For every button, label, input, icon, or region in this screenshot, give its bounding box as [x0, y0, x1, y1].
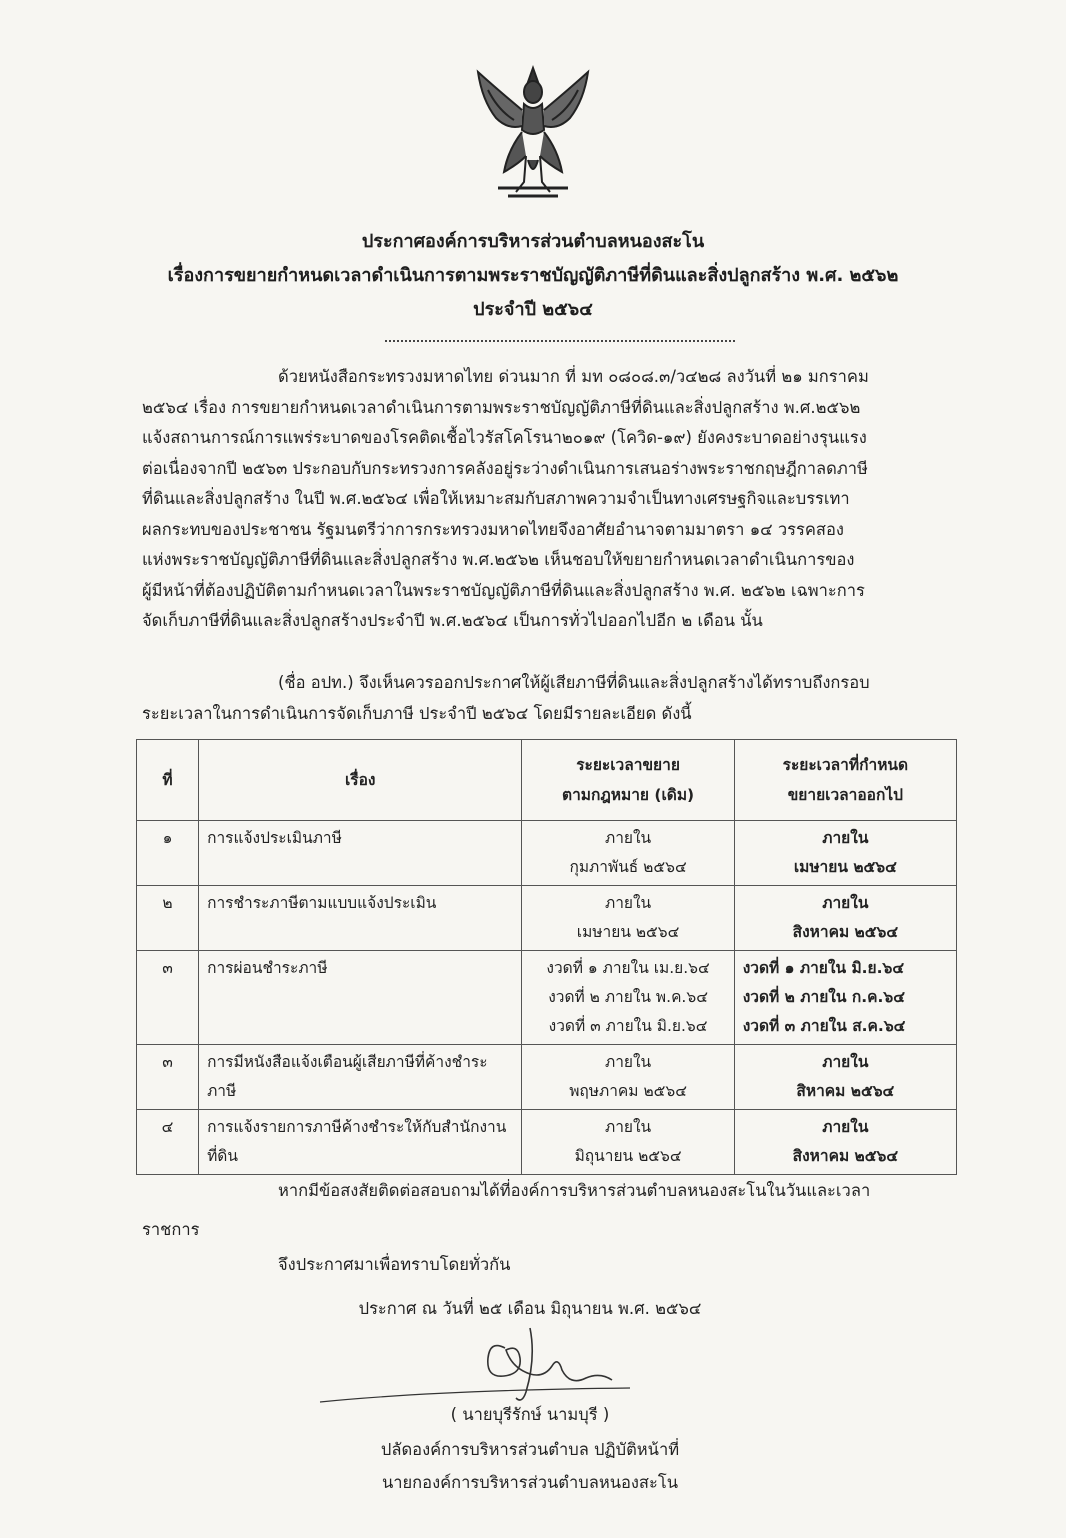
row-no: ๓	[137, 1045, 199, 1110]
row-original-period: งวดที่ ๑ ภายใน เม.ย.๖๔ งวดที่ ๒ ภายใน พ.ค.๖๔ งวดที่ ๓ ภายใน มิ.ย.๖๔	[522, 951, 734, 1045]
announcement-date: ประกาศ ณ วันที่ ๒๕ เดือน มิถุนายน พ.ศ. ๒๕๖๔	[358, 1299, 702, 1318]
paragraph-line: ผลกระทบของประชาชน รัฐมนตรีว่าการกระทรวงมหาดไทยจึงอาศัยอำนาจตามมาตรา ๑๔ วรรคสอง	[142, 519, 844, 539]
row-extended-period: ภายใน สิงหาคม ๒๕๖๔	[734, 886, 956, 951]
paragraph-line: จัดเก็บภาษีที่ดินและสิ่งปลูกสร้างประจำปี พ.ศ.๒๕๖๔ เป็นการทั่วไปออกไปอีก ๒ เดือน นั้น	[142, 611, 763, 630]
row-original-period: ภายใน เมษายน ๒๕๖๔	[522, 886, 734, 951]
table-row	[137, 886, 957, 951]
paragraph-line: (ชื่อ อปท.) จึงเห็นควรออกประกาศให้ผู้เสียภาษีที่ดินและสิ่งปลูกสร้างได้ทราบถึงกรอบ	[278, 673, 870, 692]
garuda-emblem-icon	[468, 60, 598, 210]
row-topic: การมีหนังสือแจ้งเตือนผู้เสียภาษีที่ค้างชำระ ภาษี	[199, 1045, 522, 1110]
paragraph-announce: จึงประกาศมาเพื่อทราบโดยทั่วกัน	[278, 1255, 511, 1274]
row-extended-period: งวดที่ ๑ ภายใน มิ.ย.๖๔ งวดที่ ๒ ภายใน ก.ค.๖๔ งวดที่ ๓ ภายใน ส.ค.๖๔	[734, 951, 956, 1045]
paragraph-line: ผู้มีหน้าที่ต้องปฏิบัติตามกำหนดเวลาในพระราชบัญญัติภาษีที่ดินและสิ่งปลูกสร้าง พ.ศ. ๒๕๖๒ เฉพาะการ	[142, 580, 865, 600]
header-original-period: ระยะเวลาขยาย ตามกฎหมาย (เดิม)	[522, 740, 734, 821]
paragraph-line: แห่งพระราชบัญญัติภาษีที่ดินและสิ่งปลูกสร้าง พ.ศ.๒๕๖๒ เห็นชอบให้ขยายกำหนดเวลาดำเนินการของ	[142, 550, 855, 569]
table-row	[137, 951, 957, 1045]
paragraph-line: หากมีข้อสงสัยติดต่อสอบถามได้ที่องค์การบริหารส่วนตำบลหนองสะโนในวันและเวลา	[278, 1181, 871, 1200]
signer-name: ( นายบุรีรักษ์ นามบุรี )	[450, 1405, 610, 1424]
row-topic: การแจ้งประเมินภาษี	[199, 821, 522, 886]
row-no: ๑	[137, 821, 199, 886]
paragraph-line: ราชการ	[142, 1219, 200, 1239]
paragraph-line: ๒๕๖๔ เรื่อง การขยายกำหนดเวลาดำเนินการตามพระราชบัญญัติภาษีที่ดินและสิ่งปลูกสร้าง พ.ศ.๒๕๖๒	[142, 397, 861, 417]
paragraph-line: ด้วยหนังสือกระทรวงมหาดไทย ด่วนมาก ที่ มท ๐๘๐๘.๓/ว๔๒๘ ลงวันที่ ๒๑ มกราคม	[278, 367, 869, 386]
row-no: ๔	[137, 1110, 199, 1175]
table-row	[137, 821, 957, 886]
table-header-row	[137, 740, 957, 821]
paragraph-contact	[142, 1176, 972, 1245]
row-extended-period: ภายใน สิงหาคม ๒๕๖๔	[734, 1110, 956, 1175]
row-topic: การแจ้งรายการภาษีค้างชำระให้กับสำนักงาน ที่ดิน	[199, 1110, 522, 1175]
row-original-period: ภายใน พฤษภาคม ๒๕๖๔	[522, 1045, 734, 1110]
row-no: ๓	[137, 951, 199, 1045]
signer-acting-position: นายกองค์การบริหารส่วนตำบลหนองสะโน	[381, 1473, 679, 1492]
announcement-subject: เรื่องการขยายกำหนดเวลาดำเนินการตามพระราชบัญญัติภาษีที่ดินและสิ่งปลูกสร้าง พ.ศ. ๒๕๖๒	[167, 265, 899, 286]
paragraph-line: ต่อเนื่องจากปี ๒๕๖๓ ประกอบกับกระทรวงการคลังอยู่ระว่างดำเนินการเสนอร่างพระราชกฤษฎีกาลดภาษี	[142, 458, 868, 478]
row-extended-period: ภายใน สิหาคม ๒๕๖๔	[734, 1045, 956, 1110]
paragraph-line: ระยะเวลาในการดำเนินการจัดเก็บภาษี ประจำปี ๒๕๖๔ โดยมีรายละเอียด ดังนี้	[142, 703, 692, 723]
row-extended-period: ภายใน เมษายน ๒๕๖๔	[734, 821, 956, 886]
table-row	[137, 1110, 957, 1175]
signature-icon	[300, 1318, 660, 1408]
header-extended-period: ระยะเวลาที่กำหนด ขยายเวลาออกไป	[734, 740, 956, 821]
paragraph-line: ที่ดินและสิ่งปลูกสร้าง ในปี พ.ศ.๒๕๖๔ เพื่อให้เหมาะสมกับสภาพความจำเป็นทางเศรษฐกิจและบรรเทา	[142, 489, 850, 508]
announcement-year: ประจำปี ๒๕๖๔	[473, 299, 593, 320]
announcement-title: ประกาศองค์การบริหารส่วนตำบลหนองสะโน	[361, 231, 705, 252]
row-original-period: ภายใน มิถุนายน ๒๕๖๔	[522, 1110, 734, 1175]
paragraph-reference	[142, 362, 972, 637]
dotted-divider	[385, 340, 735, 342]
signer-position: ปลัดองค์การบริหารส่วนตำบล ปฏิบัติหน้าที่	[380, 1440, 680, 1459]
header-no: ที่	[137, 740, 199, 821]
paragraph-schedule-intro	[142, 668, 972, 729]
row-no: ๒	[137, 886, 199, 951]
table-row	[137, 1045, 957, 1110]
schedule-table	[136, 739, 957, 1175]
row-original-period: ภายใน กุมภาพันธ์ ๒๕๖๔	[522, 821, 734, 886]
row-topic: การชำระภาษีตามแบบแจ้งประเมิน	[199, 886, 522, 951]
header-topic: เรื่อง	[199, 740, 522, 821]
row-topic: การผ่อนชำระภาษี	[199, 951, 522, 1045]
paragraph-line: แจ้งสถานการณ์การแพร่ระบาดของโรคติดเชื้อไวรัสโคโรนา๒๐๑๙ (โควิด-๑๙) ยังคงระบาดอย่างรุนแรง	[142, 428, 867, 447]
